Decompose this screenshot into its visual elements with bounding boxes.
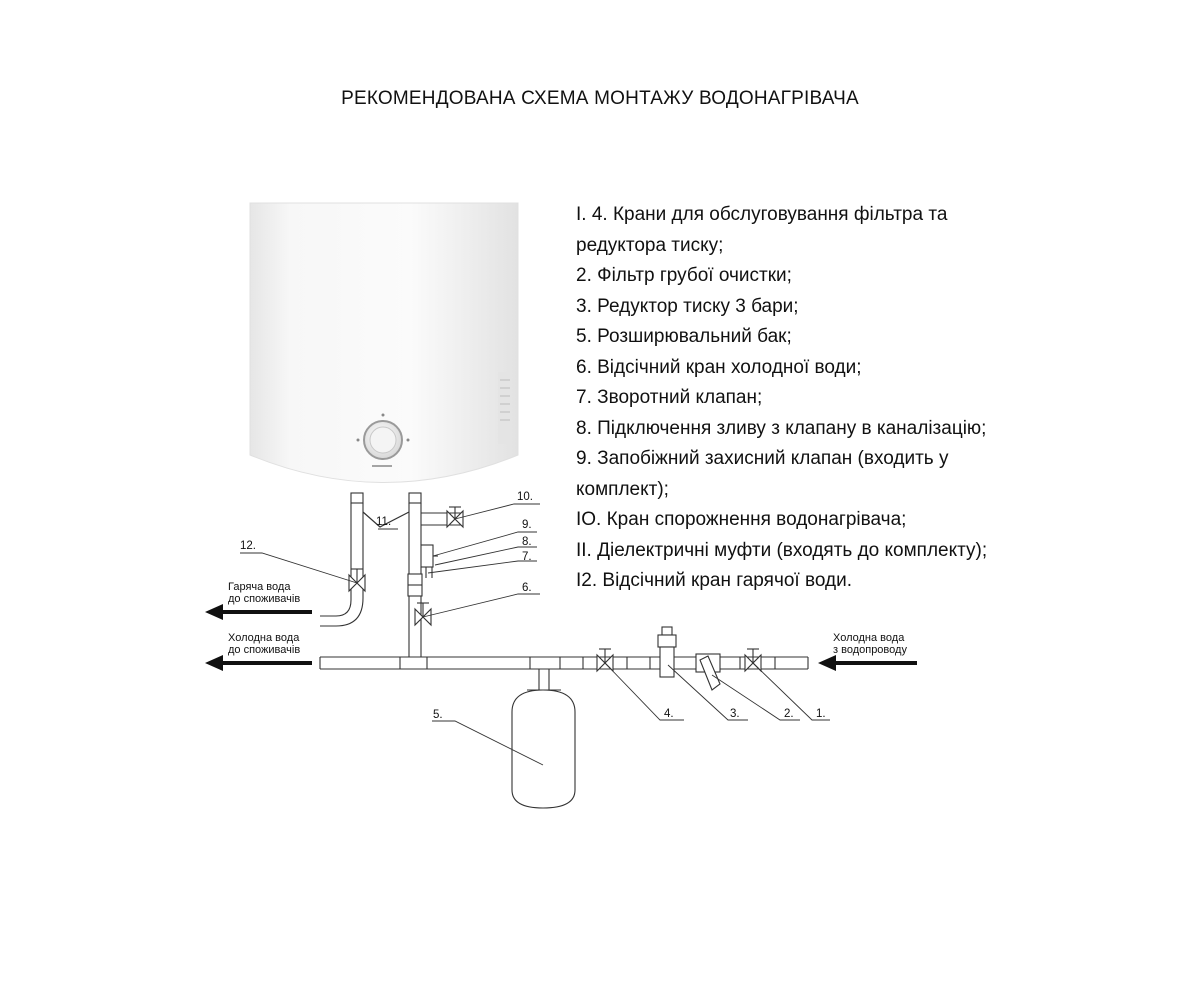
callout-8: 8. bbox=[522, 536, 532, 548]
legend-item: 9. Запобіжний захисний клапан (входить у bbox=[576, 448, 949, 469]
callout-11: 11. bbox=[376, 516, 392, 528]
arrow-left-icon bbox=[818, 655, 917, 671]
flow-labels bbox=[228, 581, 907, 656]
legend-item: 8. Підключення зливу з клапану в каналізацію; bbox=[576, 417, 987, 439]
callout-1: 1. bbox=[816, 708, 826, 720]
ball-valve-icon bbox=[745, 649, 761, 671]
legend-item: I2. Відсічний кран гарячої води. bbox=[576, 570, 852, 591]
cold-out-label-1: Холодна вода bbox=[228, 632, 300, 644]
pipework bbox=[320, 493, 808, 690]
arrow-left-icon bbox=[205, 604, 312, 620]
page-title: РЕКОМЕНДОВАНА СХЕМА МОНТАЖУ ВОДОНАГРІВАЧА bbox=[341, 88, 859, 109]
callout-4: 4. bbox=[664, 708, 674, 720]
callout-3: 3. bbox=[730, 708, 740, 720]
callout-2: 2. bbox=[784, 708, 794, 720]
arrow-left-icon bbox=[205, 655, 312, 671]
legend-item: 3. Редуктор тиску 3 бари; bbox=[576, 295, 799, 317]
callout-7: 7. bbox=[522, 551, 532, 563]
cold-in-label-1: Холодна вода bbox=[833, 632, 905, 644]
callout-5: 5. bbox=[433, 709, 443, 721]
legend-item: 7. Зворотний клапан; bbox=[576, 387, 763, 408]
legend-item: редуктора тиску; bbox=[576, 234, 724, 256]
legend-item: IO. Кран спорожнення водонагрівача; bbox=[576, 509, 907, 530]
ball-valve-icon bbox=[415, 603, 431, 625]
strainer-filter bbox=[696, 654, 720, 690]
ball-valve-icon bbox=[597, 649, 613, 671]
heater-label-plate bbox=[498, 372, 512, 444]
legend-item: II. Діелектричні муфти (входять до комплекту); bbox=[576, 539, 988, 561]
callout-6: 6. bbox=[522, 582, 532, 594]
legend-item: I. 4. Крани для обслуговування фільтра та bbox=[576, 204, 948, 225]
legend-item: 5. Розширювальний бак; bbox=[576, 326, 792, 347]
legend-item: 2. Фільтр грубої очистки; bbox=[576, 265, 792, 286]
callout-9: 9. bbox=[522, 519, 532, 531]
legend-item: комплект); bbox=[576, 478, 669, 500]
ball-valve-icon bbox=[447, 507, 463, 527]
callout-12: 12. bbox=[240, 540, 256, 552]
callout-numbers bbox=[240, 491, 826, 721]
expansion-tank bbox=[512, 690, 575, 808]
hot-out-label-2: до споживачів bbox=[228, 593, 301, 605]
callout-10: 10. bbox=[517, 491, 533, 503]
cold-in-label-2: з водопроводу bbox=[833, 644, 907, 656]
water-heater bbox=[250, 203, 518, 483]
hot-out-label-1: Гаряча вода bbox=[228, 581, 291, 593]
cold-out-label-2: до споживачів bbox=[228, 644, 301, 656]
legend-item: 6. Відсічний кран холодної води; bbox=[576, 356, 862, 378]
